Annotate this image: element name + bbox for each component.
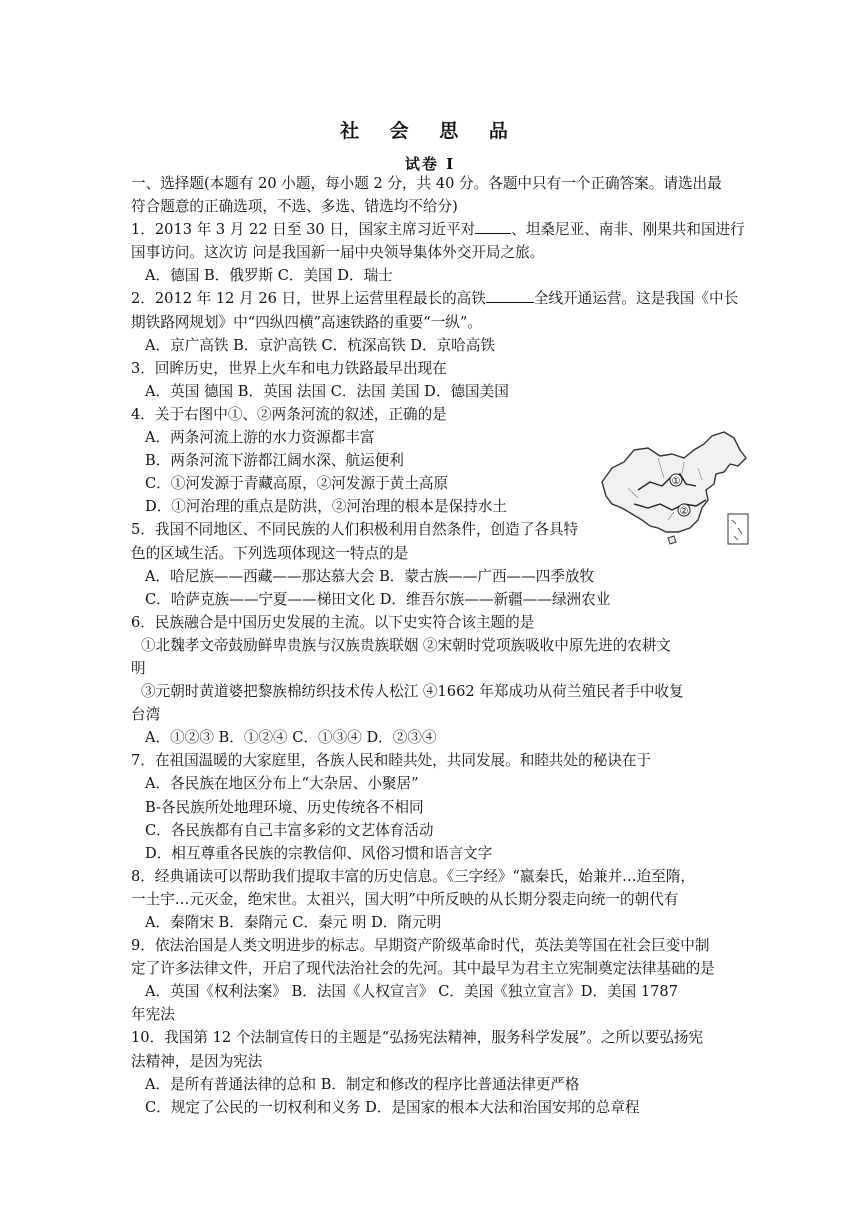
option-a: A．两条河流上游的水力资源都丰富 [145, 429, 375, 447]
section-instruction: 符合题意的正确选项，不选、多选、错选均不给分) [131, 198, 458, 216]
answer-blank [486, 288, 534, 303]
option-d: D．相互尊重各民族的宗教信仰、风俗习惯和语言文字 [145, 844, 493, 862]
question-text: 期铁路网规划》中“四纵四横”高速铁路的重要“一纵”。 [131, 313, 482, 331]
statement: ③元朝时黄道婆把黎族棉纺织技术传人松江 ④1662 年郑成功从荷兰殖民者手中收复 [141, 683, 684, 701]
question-body [131, 172, 745, 1119]
question-2 [131, 287, 739, 356]
answer-options: A．英国 德国 B．英国 法国 C．法国 美国 D．德国美国 [145, 382, 509, 400]
question-text: 国事访问。这次访 问是我国新一届中央领导集体外交开局之旅。 [131, 244, 545, 262]
question-text: 3．回眸历史，世界上火车和电力铁路最早出现在 [131, 359, 447, 377]
question-text: 10．我国第 12 个法制宣传日的主题是“弘扬宪法精神，服务科学发展”。之所以要弘扬宪 [131, 1029, 704, 1047]
question-3 [131, 357, 733, 403]
option-d: D．①河治理的重点是防洪，②河治理的根本是保持水土 [145, 498, 507, 516]
question-6 [131, 611, 733, 750]
question-text: 1．2013 年 3 月 22 日至 30 日，国家主席习近平对 [131, 221, 476, 239]
question-text: 4．关于右图中①、②两条河流的叙述，正确的是 [131, 405, 447, 423]
answer-blank [475, 219, 511, 234]
question-text: 一土宇…元灭金，绝宋世。太祖兴，国大明”中所反映的从长期分裂走向统一的朝代有 [131, 890, 679, 908]
answer-options: A．是所有普通法律的总和 B．制定和修改的程序比普通法律更严格 [145, 1075, 580, 1093]
paper-subtitle: 试卷 Ⅰ [404, 155, 456, 173]
question-10 [131, 1026, 733, 1118]
answer-options: A．京广高铁 B．京沪高铁 C．杭深高铁 D．京哈高铁 [145, 336, 495, 354]
question-text: 全线开通运营。这是我国《中长 [533, 290, 739, 308]
hainan-island [668, 536, 676, 544]
answer-options: C．规定了公民的一切权利和义务 D．是国家的根本大法和治国安邦的总章程 [145, 1098, 640, 1116]
option-c: C．各民族都有自己丰富多彩的文艺体育活动 [145, 821, 434, 839]
answer-options: A．英国《权利法案》 B．法国《人权宣言》 C．美国《独立宣言》D．美国 1787 [145, 983, 679, 1001]
answer-options: A．①②③ B．①②④ C．①③④ D．②③④ [145, 729, 437, 747]
option-a: A．各民族在地区分布上“大杂居、小聚居” [145, 775, 419, 793]
question-8 [131, 865, 733, 934]
question-text: 9．依法治国是人类文明进步的标志。早期资产阶级革命时代，英法美等国在社会巨变中制 [131, 937, 710, 955]
answer-options: A．德国 B．俄罗斯 C．美国 D．瑞士 [145, 267, 393, 285]
river-1-label: ① [671, 476, 681, 487]
statement: 台湾 [131, 706, 161, 724]
question-text: 7．在祖国温暖的大家庭里，各族人民和睦共处，共同发展。和睦共处的秘诀在于 [131, 752, 652, 770]
river-2-label: ② [679, 506, 689, 517]
option-b: B-各民族所处地理环境、历史传统各不相同 [145, 798, 424, 816]
answer-options: C．哈萨克族——宁夏——梯田文化 D．维吾尔族——新疆——绿洲农业 [145, 590, 611, 608]
question-text: 6．民族融合是中国历史发展的主流。以下史实符合该主题的是 [131, 613, 535, 631]
question-text: 2．2012 年 12 月 26 日，世界上运营里程最长的高铁 [131, 290, 486, 308]
statement: ①北魏孝文帝鼓励鲜卑贵族与汉族贵族联姻 ②宋朝时党项族吸收中原先进的农耕文 [141, 636, 672, 654]
answer-options: A．哈尼族——西藏——那达慕大会 B．蒙古族——广西——四季放牧 [145, 567, 595, 585]
question-text: 5．我国不同地区、不同民族的人们积极利用自然条件，创造了各具特 [131, 521, 579, 539]
option-c: C．①河发源于青藏高原，②河发源于黄土高原 [145, 475, 449, 493]
question-text: 8．经典诵读可以帮助我们提取丰富的历史信息。《三字经》“嬴秦氏，始兼并…迨至隋， [131, 867, 696, 885]
question-1 [131, 218, 745, 287]
section-instruction: 一、选择题(本题有 20 小题，每小题 2 分，共 40 分。各题中只有一个正确答案。请选出最 [131, 175, 722, 192]
question-text: 定了许多法律文件，开启了现代法治社会的先河。其中最早为君主立宪制奠定法律基础的是 [131, 960, 715, 978]
question-text: 法精神，是因为宪法 [131, 1052, 263, 1070]
question-7 [131, 749, 733, 864]
option-b: B．两条河流下游都江阔水深、航运便利 [145, 452, 404, 470]
statement: 明 [131, 659, 146, 677]
china-river-map [598, 428, 752, 552]
answer-options: A．秦隋宋 B．秦隋元 C．秦元 明 D．隋元明 [145, 914, 442, 931]
question-text: 色的区域生活。下列选项体现这一特点的是 [131, 544, 409, 562]
question-9 [131, 934, 733, 1026]
question-text: 、坦桑尼亚、南非、刚果共和国进行 [511, 221, 745, 239]
answer-options: 年宪法 [131, 1006, 175, 1024]
page-title: 社 会 思 品 [340, 120, 520, 142]
